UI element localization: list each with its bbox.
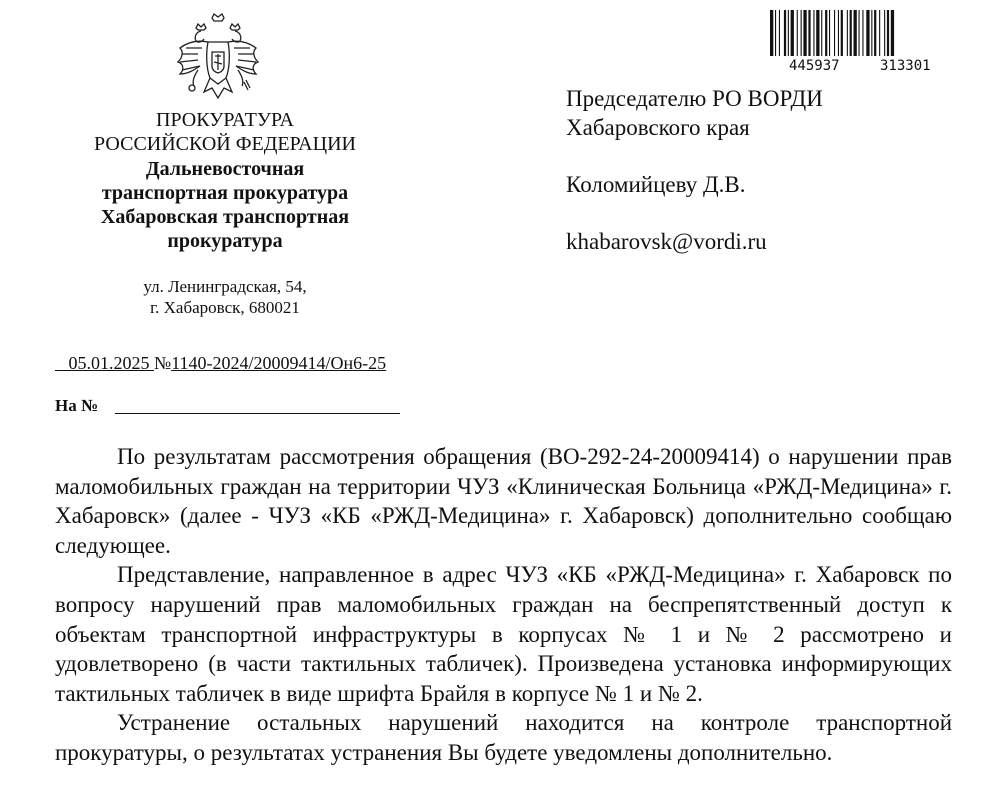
- barcode-bar: [813, 10, 814, 56]
- barcode-bar: [884, 10, 885, 56]
- barcode-bar: [808, 10, 810, 56]
- sender-org-line-2: РОССИЙСКОЙ ФЕДЕРАЦИИ: [94, 133, 356, 155]
- barcode-bar: [801, 10, 802, 56]
- barcode-bar: [866, 10, 869, 56]
- barcode-bar: [871, 10, 872, 56]
- barcode-bar: [834, 10, 835, 56]
- barcode-bar: [854, 10, 857, 56]
- barcode-bar: [791, 10, 794, 56]
- reply-to-label: На №: [55, 396, 99, 415]
- barcode-bar: [788, 10, 789, 56]
- addressee-email: khabarovsk@vordi.ru: [566, 229, 767, 254]
- barcode-bar: [770, 10, 773, 56]
- sender-address-line-1: ул. Ленинградская, 54,: [143, 277, 307, 296]
- barcode-bar: [891, 10, 894, 56]
- sender-org-name-line: Хабаровская транспортная: [100, 206, 350, 228]
- barcode-bar: [784, 10, 786, 56]
- registration-date: 05.01.2025: [68, 353, 150, 373]
- addressee-name: Коломийцеву Д.В.: [566, 172, 746, 197]
- sender-org-name-block: [60, 157, 390, 253]
- barcode-bar: [859, 10, 860, 56]
- registration-number-label: №: [154, 353, 172, 373]
- barcode-bar: [829, 10, 830, 56]
- barcode-bar: [887, 10, 889, 56]
- barcode-bar: [874, 10, 876, 56]
- barcode: [770, 10, 966, 56]
- barcode-bar: [825, 10, 827, 56]
- registration-date-prefix: [55, 353, 69, 373]
- barcode-bar: [862, 10, 863, 56]
- barcode-bar: [821, 10, 822, 56]
- barcode-bar: [816, 10, 819, 56]
- sender-org-name-line: Дальневосточная: [145, 158, 305, 180]
- addressee-region: Хабаровского края: [566, 115, 750, 140]
- body-paragraph: Устранение остальных нарушений находится на контроле транспортной прокуратуры, о результатах устранения Вы будете уведомлены дополнительно.: [55, 710, 952, 765]
- double-headed-eagle-emblem-icon: [168, 12, 268, 112]
- sender-org-name-line: транспортная прокуратура: [101, 182, 349, 204]
- body-paragraph: Представление, направленное в адрес ЧУЗ «КБ «РЖД-Медицина» г. Хабаровск по вопросу нарушений прав маломобильных граждан на беспрепятственный доступ к объектам транспортной инфраструктуры в корпусах № 1 и № 2 рассмотрено и удовлетворено (в части тактильных табличек). Произведена установка информирующих тактильных табличек в виде шрифта Брайля в корпусе № 1 и № 2.: [55, 562, 952, 706]
- barcode-bar: [850, 10, 852, 56]
- registration-line: [55, 353, 386, 374]
- sender-org-line-1: ПРОКУРАТУРА: [156, 109, 294, 131]
- body-paragraph: По результатам рассмотрения обращения (ВО-292-24-20009414) о нарушении прав маломобильных граждан на территории ЧУЗ «Клиническая Больница «РЖД-Медицина» г. Хабаровск» (далее - ЧУЗ «КБ «РЖД-Медицина» г. Хабаровск) дополнительно сообщаю следующее.: [55, 444, 952, 558]
- barcode-number-left: 445937: [789, 58, 840, 74]
- barcode-bar: [775, 10, 776, 56]
- sender-org-name-line: прокуратура: [167, 230, 283, 252]
- registration-number: 1140-2024/20009414/Он6-25: [171, 353, 387, 373]
- barcode-bar: [803, 10, 806, 56]
- addressee-position: Председателю РО ВОРДИ: [566, 86, 823, 111]
- barcode-number-right: 313301: [880, 58, 931, 74]
- barcode-bar: [797, 10, 798, 56]
- barcode-bar: [838, 10, 839, 56]
- barcode-bar: [779, 10, 780, 56]
- letter-body: [55, 442, 952, 768]
- barcode-bar: [841, 10, 843, 56]
- sender-address-line-2: г. Хабаровск, 680021: [150, 298, 300, 317]
- barcode-bar: [847, 10, 848, 56]
- barcode-bar: [879, 10, 880, 56]
- reply-to-blank-line: [115, 413, 400, 414]
